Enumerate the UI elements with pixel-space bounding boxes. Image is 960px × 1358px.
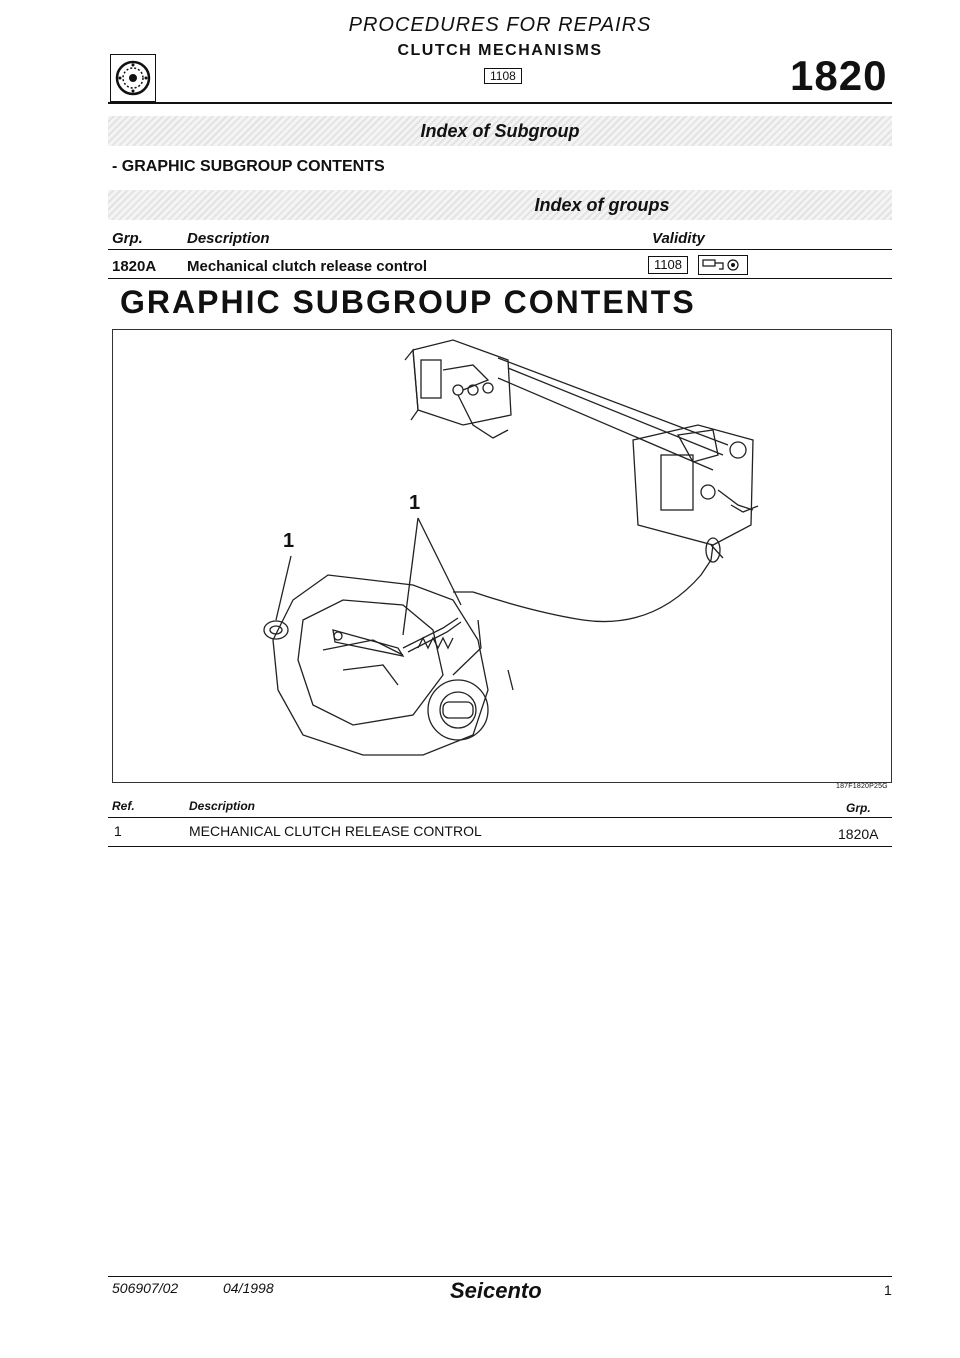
group-row-validity-tag: 1108 [648, 256, 688, 274]
doc-number: 506907/02 [112, 1280, 179, 1296]
brand-logo: Seicento [450, 1278, 542, 1303]
clutch-diagram [112, 329, 892, 783]
page-number: 1 [884, 1282, 892, 1298]
ref-col-header: Ref. [112, 799, 135, 813]
model-tag: 1108 [484, 68, 522, 84]
col-validity-header: Validity [652, 230, 705, 247]
document-title: PROCEDURES FOR REPAIRS [348, 14, 652, 36]
group-row-description: Mechanical clutch release control [187, 258, 428, 275]
footer-rule [108, 1276, 892, 1277]
group-number: 1820 [790, 52, 888, 99]
callout-1-left: 1 [283, 530, 295, 552]
figure-code: 187F1820P25G [836, 783, 888, 790]
groups-row-rule [108, 278, 892, 279]
ref-row-rule [108, 846, 892, 847]
groups-header-rule [108, 249, 892, 250]
subgroup-item: - GRAPHIC SUBGROUP CONTENTS [112, 158, 385, 175]
engine-variant-icon [698, 255, 748, 275]
clutch-disc-icon [110, 54, 156, 102]
callout-1-right: 1 [409, 492, 421, 514]
ref-header-rule [108, 817, 892, 818]
ref-row-description: MECHANICAL CLUTCH RELEASE CONTROL [189, 823, 482, 839]
clutch-assembly-drawing [113, 330, 891, 782]
doc-date: 04/1998 [223, 1280, 274, 1296]
ref-row-group: 1820A [838, 826, 879, 842]
ref-row-number: 1 [114, 823, 122, 839]
index-groups-heading: Index of groups [534, 195, 670, 215]
index-subgroup-heading: Index of Subgroup [420, 121, 580, 141]
description-col-header: Description [189, 799, 256, 813]
graphic-contents-title: GRAPHIC SUBGROUP CONTENTS [120, 284, 696, 320]
section-subtitle: CLUTCH MECHANISMS [397, 42, 603, 59]
header-rule [108, 102, 892, 104]
group-row-code: 1820A [112, 258, 157, 275]
col-grp-header: Grp. [112, 230, 143, 247]
col-description-header: Description [187, 230, 270, 247]
grp-col-header: Grp. [846, 801, 871, 815]
